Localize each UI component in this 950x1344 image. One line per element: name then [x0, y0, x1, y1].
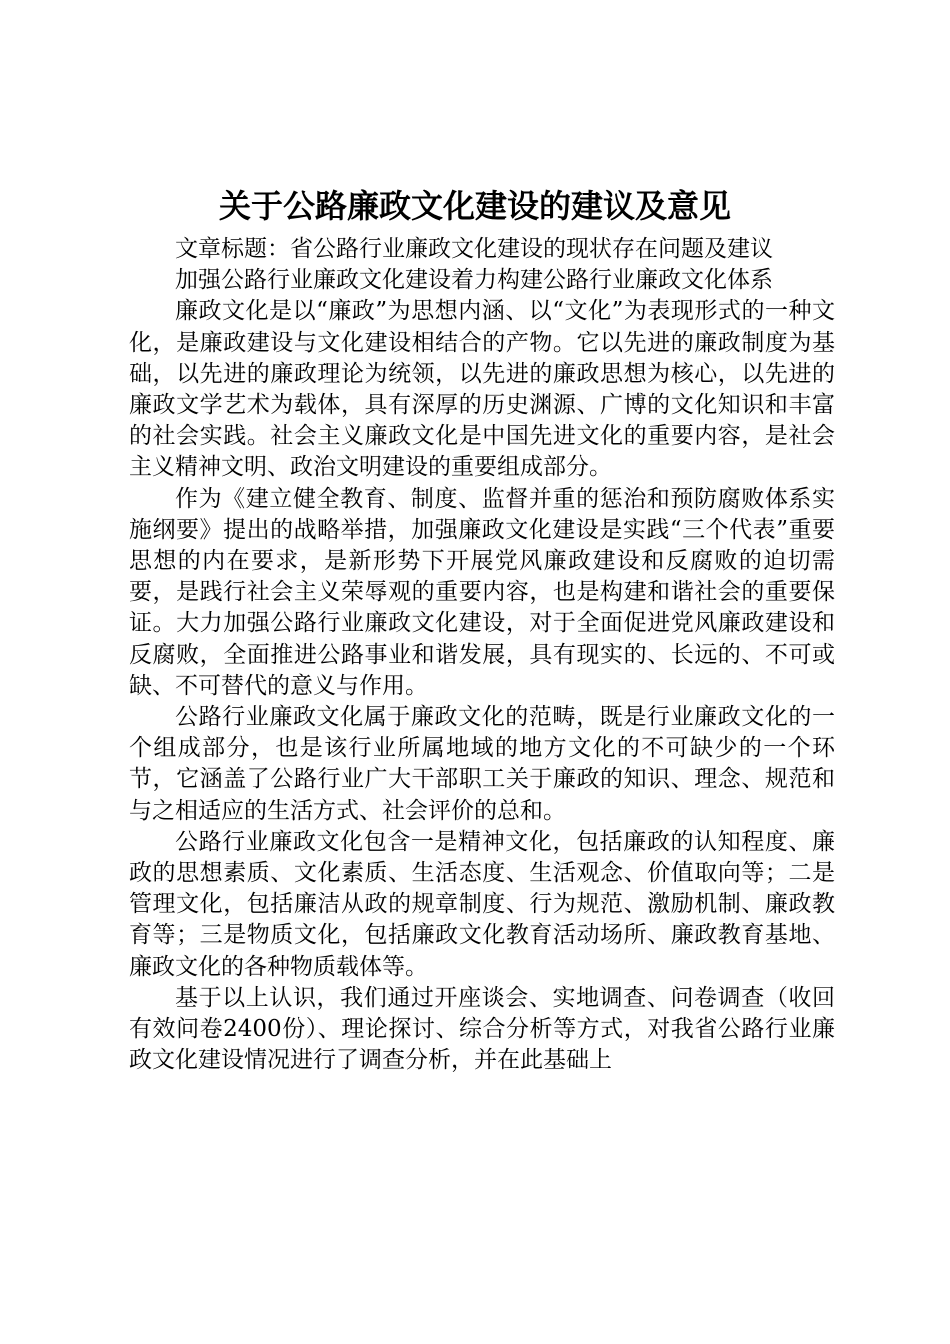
document-body — [129, 234, 835, 1076]
paragraph: 作为《建立健全教育、制度、监督并重的惩治和预防腐败体系实施纲要》提出的战略举措，加强廉政文化建设是实践“三个代表”重要思想的内在要求，是新形势下开展党风廉政建设和反腐败的迫切需要，是践行社会主义荣辱观的重要内容，也是构建和谐社会的重要保证。大力加强公路行业廉政文化建设，对于全面促进党风廉政建设和反腐败，全面推进公路事业和谐发展，具有现实的、长远的、不可或缺、不可替代的意义与作用。 — [129, 485, 835, 699]
document-title: 关于公路廉政文化建设的建议及意见 — [218, 187, 731, 225]
paragraph: 公路行业廉政文化属于廉政文化的范畴，既是行业廉政文化的一个组成部分，也是该行业所属地域的地方文化的不可缺少的一个环节，它涵盖了公路行业广大干部职工关于廉政的知识、理念、规范和与之相适应的生活方式、社会评价的总和。 — [129, 704, 835, 824]
paragraph: 基于以上认识，我们通过开座谈会、实地调查、问卷调查（收回有效问卷2400份）、理论探讨、综合分析等方式，对我省公路行业廉政文化建设情况进行了调查分析，并在此基础上 — [129, 984, 835, 1074]
paragraph: 廉政文化是以“廉政”为思想内涵、以“文化”为表现形式的一种文化，是廉政建设与文化建设相结合的产物。它以先进的廉政制度为基础，以先进的廉政理论为统领，以先进的廉政思想为核心，以先进的廉政文学艺术为载体，具有深厚的历史渊源、广博的文化知识和丰富的社会实践。社会主义廉政文化是中国先进文化的重要内容，是社会主义精神文明、政治文明建设的重要组成部分。 — [129, 298, 835, 481]
paragraph-article-title: 文章标题：省公路行业廉政文化建设的现状存在问题及建议 — [175, 236, 773, 262]
paragraph-subtitle: 加强公路行业廉政文化建设着力构建公路行业廉政文化体系 — [175, 267, 773, 294]
paragraph: 公路行业廉政文化包含一是精神文化，包括廉政的认知程度、廉政的思想素质、文化素质、生活态度、生活观念、价值取向等；二是管理文化，包括廉洁从政的规章制度、行为规范、激励机制、廉政教育等；三是物质文化，包括廉政文化教育活动场所、廉政教育基地、廉政文化的各种物质载体等。 — [129, 828, 835, 980]
